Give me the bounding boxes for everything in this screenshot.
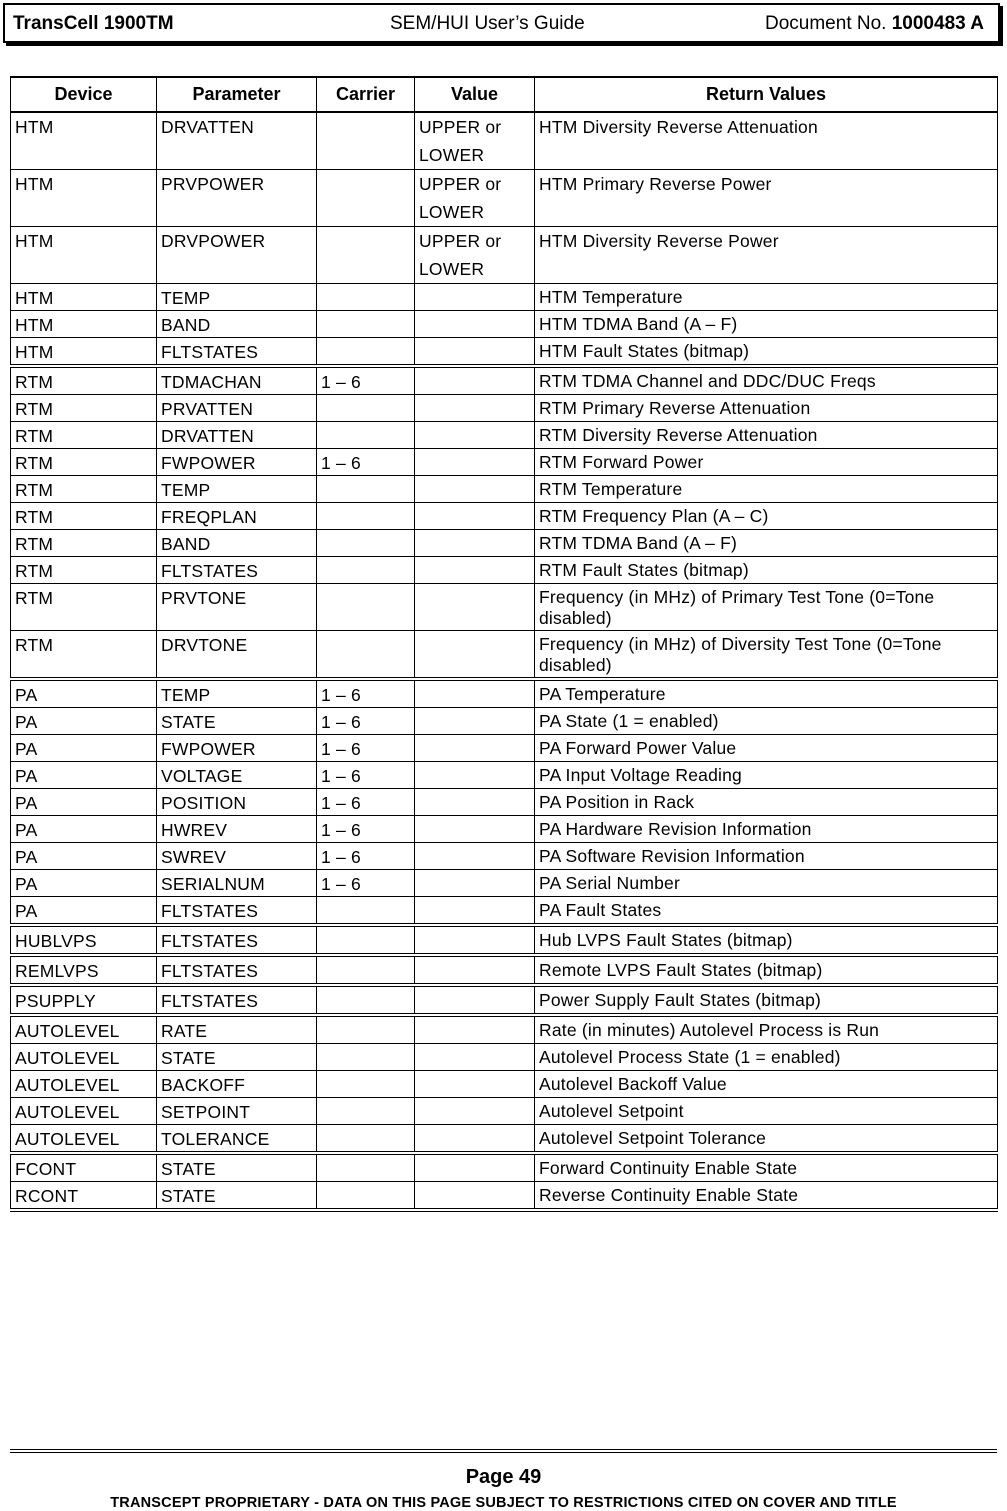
table-row xyxy=(11,1125,998,1154)
cell-return-value: HTM TDMA Band (A – F) xyxy=(535,311,998,338)
cell-device: FCONT xyxy=(11,1153,157,1182)
cell-value xyxy=(415,985,535,1015)
cell-parameter: BAND xyxy=(157,311,317,338)
cell-value xyxy=(415,366,535,395)
cell-return-value: Autolevel Backoff Value xyxy=(535,1071,998,1098)
document-number xyxy=(765,13,984,35)
cell-value xyxy=(415,708,535,735)
cell-device: RTM xyxy=(11,584,157,631)
cell-parameter: BACKOFF xyxy=(157,1071,317,1098)
cell-return-value: HTM Fault States (bitmap) xyxy=(535,338,998,367)
cell-parameter: TEMP xyxy=(157,284,317,311)
table-row xyxy=(11,366,998,395)
cell-carrier xyxy=(317,1153,415,1182)
cell-value xyxy=(415,789,535,816)
cell-return-value: RTM Primary Reverse Attenuation xyxy=(535,395,998,422)
cell-carrier xyxy=(317,1071,415,1098)
cell-device: HTM xyxy=(11,311,157,338)
cell-device: PA xyxy=(11,789,157,816)
cell-device: PA xyxy=(11,816,157,843)
cell-carrier: 1 – 6 xyxy=(317,762,415,789)
cell-return-value: RTM TDMA Band (A – F) xyxy=(535,530,998,557)
table-row xyxy=(11,1098,998,1125)
cell-parameter: FREQPLAN xyxy=(157,503,317,530)
cell-parameter: FWPOWER xyxy=(157,735,317,762)
cell-parameter: FWPOWER xyxy=(157,449,317,476)
cell-parameter: FLTSTATES xyxy=(157,985,317,1015)
cell-carrier xyxy=(317,395,415,422)
cell-device: RTM xyxy=(11,449,157,476)
table-row xyxy=(11,679,998,708)
cell-value xyxy=(415,584,535,631)
cell-value xyxy=(415,449,535,476)
cell-device: HTM xyxy=(11,338,157,367)
cell-carrier xyxy=(317,897,415,926)
cell-carrier: 1 – 6 xyxy=(317,870,415,897)
cell-device: RTM xyxy=(11,476,157,503)
table-row xyxy=(11,422,998,449)
cell-carrier xyxy=(317,227,415,284)
cell-carrier xyxy=(317,1044,415,1071)
cell-value xyxy=(415,735,535,762)
table-row xyxy=(11,1182,998,1211)
cell-carrier xyxy=(317,530,415,557)
cell-parameter: DRVPOWER xyxy=(157,227,317,284)
cell-return-value: RTM Temperature xyxy=(535,476,998,503)
cell-device: PSUPPLY xyxy=(11,985,157,1015)
cell-device: PA xyxy=(11,870,157,897)
cell-carrier xyxy=(317,170,415,227)
cell-device: RTM xyxy=(11,557,157,584)
cell-device: AUTOLEVEL xyxy=(11,1098,157,1125)
cell-device: RTM xyxy=(11,366,157,395)
cell-value xyxy=(415,1125,535,1154)
table-row xyxy=(11,843,998,870)
cell-value xyxy=(415,1182,535,1211)
cell-device: PA xyxy=(11,708,157,735)
cell-value xyxy=(415,679,535,708)
cell-carrier: 1 – 6 xyxy=(317,366,415,395)
table-row xyxy=(11,735,998,762)
cell-parameter: STATE xyxy=(157,1182,317,1211)
table-row xyxy=(11,789,998,816)
cell-return-value: Rate (in minutes) Autolevel Process is Run xyxy=(535,1015,998,1044)
cell-value xyxy=(415,843,535,870)
table-row xyxy=(11,227,998,284)
cell-return-value: PA Software Revision Information xyxy=(535,843,998,870)
table-row xyxy=(11,870,998,897)
cell-device: AUTOLEVEL xyxy=(11,1071,157,1098)
cell-parameter: RATE xyxy=(157,1015,317,1044)
cell-return-value: HTM Temperature xyxy=(535,284,998,311)
page-footer xyxy=(10,1449,997,1511)
column-header-return-values: Return Values xyxy=(535,77,998,112)
cell-return-value: RTM TDMA Channel and DDC/DUC Freqs xyxy=(535,366,998,395)
cell-value xyxy=(415,311,535,338)
cell-value xyxy=(415,1153,535,1182)
column-header-carrier: Carrier xyxy=(317,77,415,112)
table-row xyxy=(11,395,998,422)
table-row xyxy=(11,476,998,503)
cell-value xyxy=(415,897,535,926)
table-row xyxy=(11,557,998,584)
cell-value xyxy=(415,284,535,311)
table-row xyxy=(11,1153,998,1182)
cell-parameter: SETPOINT xyxy=(157,1098,317,1125)
table-row xyxy=(11,762,998,789)
cell-parameter: SWREV xyxy=(157,843,317,870)
cell-parameter: DRVTONE xyxy=(157,631,317,680)
cell-parameter: TEMP xyxy=(157,476,317,503)
cell-value xyxy=(415,631,535,680)
document-number-label: Document No. xyxy=(765,13,887,34)
cell-device: RTM xyxy=(11,422,157,449)
cell-parameter: STATE xyxy=(157,1044,317,1071)
cell-value xyxy=(415,1098,535,1125)
cell-parameter: TOLERANCE xyxy=(157,1125,317,1154)
table-row xyxy=(11,284,998,311)
table-row xyxy=(11,1015,998,1044)
cell-carrier: 1 – 6 xyxy=(317,816,415,843)
table-row xyxy=(11,112,998,170)
table-row xyxy=(11,897,998,926)
cell-carrier: 1 – 6 xyxy=(317,449,415,476)
table-row xyxy=(11,170,998,227)
column-header-device: Device xyxy=(11,77,157,112)
parameter-table xyxy=(10,76,998,1212)
cell-device: PA xyxy=(11,897,157,926)
cell-parameter: DRVATTEN xyxy=(157,422,317,449)
table-row xyxy=(11,503,998,530)
cell-parameter: PRVATTEN xyxy=(157,395,317,422)
cell-value xyxy=(415,816,535,843)
cell-return-value: HTM Diversity Reverse Power xyxy=(535,227,998,284)
cell-carrier xyxy=(317,311,415,338)
cell-carrier: 1 – 6 xyxy=(317,843,415,870)
cell-device: RTM xyxy=(11,530,157,557)
cell-parameter: PRVTONE xyxy=(157,584,317,631)
cell-device: RTM xyxy=(11,503,157,530)
product-title: TransCell 1900TM xyxy=(13,13,174,34)
cell-carrier: 1 – 6 xyxy=(317,789,415,816)
cell-parameter: DRVATTEN xyxy=(157,112,317,170)
cell-parameter: FLTSTATES xyxy=(157,557,317,584)
cell-value: UPPER or LOWER xyxy=(415,112,535,170)
cell-value xyxy=(415,955,535,985)
page-number: Page 49 xyxy=(465,1466,542,1488)
guide-title: SEM/HUI User’s Guide xyxy=(390,13,585,34)
cell-parameter: TDMACHAN xyxy=(157,366,317,395)
cell-parameter: POSITION xyxy=(157,789,317,816)
cell-carrier xyxy=(317,1182,415,1211)
cell-return-value: HTM Diversity Reverse Attenuation xyxy=(535,112,998,170)
table-body xyxy=(11,112,998,1210)
table-row xyxy=(11,530,998,557)
cell-return-value: Frequency (in MHz) of Diversity Test Tone (0=Tone disabled) xyxy=(535,631,998,680)
cell-value: UPPER or LOWER xyxy=(415,227,535,284)
table-row xyxy=(11,816,998,843)
page-header xyxy=(3,3,1000,43)
cell-value xyxy=(415,503,535,530)
cell-return-value: Hub LVPS Fault States (bitmap) xyxy=(535,925,998,955)
cell-return-value: Autolevel Process State (1 = enabled) xyxy=(535,1044,998,1071)
cell-value xyxy=(415,1015,535,1044)
cell-device: RTM xyxy=(11,395,157,422)
cell-value xyxy=(415,530,535,557)
table-row xyxy=(11,311,998,338)
cell-device: RCONT xyxy=(11,1182,157,1211)
cell-device: AUTOLEVEL xyxy=(11,1015,157,1044)
cell-return-value: PA Serial Number xyxy=(535,870,998,897)
cell-carrier xyxy=(317,338,415,367)
cell-return-value: RTM Forward Power xyxy=(535,449,998,476)
cell-carrier xyxy=(317,503,415,530)
cell-carrier xyxy=(317,584,415,631)
cell-value xyxy=(415,1044,535,1071)
cell-return-value: Frequency (in MHz) of Primary Test Tone (0=Tone disabled) xyxy=(535,584,998,631)
column-header-value: Value xyxy=(415,77,535,112)
cell-return-value: PA Fault States xyxy=(535,897,998,926)
cell-device: PA xyxy=(11,762,157,789)
cell-value xyxy=(415,557,535,584)
cell-return-value: RTM Frequency Plan (A – C) xyxy=(535,503,998,530)
cell-parameter: STATE xyxy=(157,1153,317,1182)
cell-carrier xyxy=(317,985,415,1015)
cell-carrier: 1 – 6 xyxy=(317,735,415,762)
cell-return-value: PA State (1 = enabled) xyxy=(535,708,998,735)
cell-value xyxy=(415,925,535,955)
cell-carrier xyxy=(317,284,415,311)
cell-value: UPPER or LOWER xyxy=(415,170,535,227)
cell-return-value: RTM Diversity Reverse Attenuation xyxy=(535,422,998,449)
cell-carrier xyxy=(317,476,415,503)
cell-carrier xyxy=(317,1098,415,1125)
table-header-row xyxy=(11,77,998,112)
cell-return-value: Autolevel Setpoint Tolerance xyxy=(535,1125,998,1154)
document-number-value: 1000483 A xyxy=(891,13,984,34)
cell-carrier: 1 – 6 xyxy=(317,679,415,708)
cell-return-value: Forward Continuity Enable State xyxy=(535,1153,998,1182)
cell-parameter: FLTSTATES xyxy=(157,955,317,985)
cell-return-value: HTM Primary Reverse Power xyxy=(535,170,998,227)
cell-device: AUTOLEVEL xyxy=(11,1125,157,1154)
table-row xyxy=(11,338,998,367)
cell-return-value: PA Position in Rack xyxy=(535,789,998,816)
table-row xyxy=(11,708,998,735)
cell-parameter: PRVPOWER xyxy=(157,170,317,227)
cell-device: HTM xyxy=(11,170,157,227)
cell-device: PA xyxy=(11,735,157,762)
cell-return-value: PA Forward Power Value xyxy=(535,735,998,762)
cell-return-value: PA Temperature xyxy=(535,679,998,708)
cell-value xyxy=(415,1071,535,1098)
cell-device: HTM xyxy=(11,112,157,170)
cell-carrier xyxy=(317,1015,415,1044)
cell-return-value: RTM Fault States (bitmap) xyxy=(535,557,998,584)
cell-value xyxy=(415,476,535,503)
cell-device: RTM xyxy=(11,631,157,680)
cell-parameter: TEMP xyxy=(157,679,317,708)
table-row xyxy=(11,925,998,955)
cell-return-value: PA Hardware Revision Information xyxy=(535,816,998,843)
column-header-parameter: Parameter xyxy=(157,77,317,112)
cell-device: HUBLVPS xyxy=(11,925,157,955)
cell-value xyxy=(415,762,535,789)
cell-return-value: Reverse Continuity Enable State xyxy=(535,1182,998,1211)
cell-device: HTM xyxy=(11,284,157,311)
cell-device: HTM xyxy=(11,227,157,284)
table-row xyxy=(11,1044,998,1071)
cell-device: REMLVPS xyxy=(11,955,157,985)
cell-carrier xyxy=(317,631,415,680)
cell-parameter: FLTSTATES xyxy=(157,897,317,926)
table-row xyxy=(11,1071,998,1098)
cell-value xyxy=(415,870,535,897)
cell-carrier: 1 – 6 xyxy=(317,708,415,735)
cell-parameter: SERIALNUM xyxy=(157,870,317,897)
cell-parameter: FLTSTATES xyxy=(157,338,317,367)
table-row xyxy=(11,985,998,1015)
table-row xyxy=(11,631,998,680)
cell-parameter: STATE xyxy=(157,708,317,735)
cell-device: PA xyxy=(11,679,157,708)
cell-value xyxy=(415,422,535,449)
cell-carrier xyxy=(317,422,415,449)
table-row xyxy=(11,955,998,985)
cell-carrier xyxy=(317,112,415,170)
cell-return-value: Autolevel Setpoint xyxy=(535,1098,998,1125)
cell-parameter: VOLTAGE xyxy=(157,762,317,789)
cell-return-value: PA Input Voltage Reading xyxy=(535,762,998,789)
proprietary-notice: TRANSCEPT PROPRIETARY - DATA ON THIS PAGE SUBJECT TO RESTRICTIONS CITED ON COVER AND TITLE xyxy=(110,1495,897,1511)
cell-carrier xyxy=(317,1125,415,1154)
cell-value xyxy=(415,338,535,367)
cell-return-value: Power Supply Fault States (bitmap) xyxy=(535,985,998,1015)
cell-carrier xyxy=(317,557,415,584)
cell-parameter: FLTSTATES xyxy=(157,925,317,955)
cell-parameter: HWREV xyxy=(157,816,317,843)
cell-parameter: BAND xyxy=(157,530,317,557)
cell-carrier xyxy=(317,925,415,955)
cell-device: PA xyxy=(11,843,157,870)
table-row xyxy=(11,449,998,476)
cell-value xyxy=(415,395,535,422)
table-row xyxy=(11,584,998,631)
cell-return-value: Remote LVPS Fault States (bitmap) xyxy=(535,955,998,985)
cell-carrier xyxy=(317,955,415,985)
cell-device: AUTOLEVEL xyxy=(11,1044,157,1071)
